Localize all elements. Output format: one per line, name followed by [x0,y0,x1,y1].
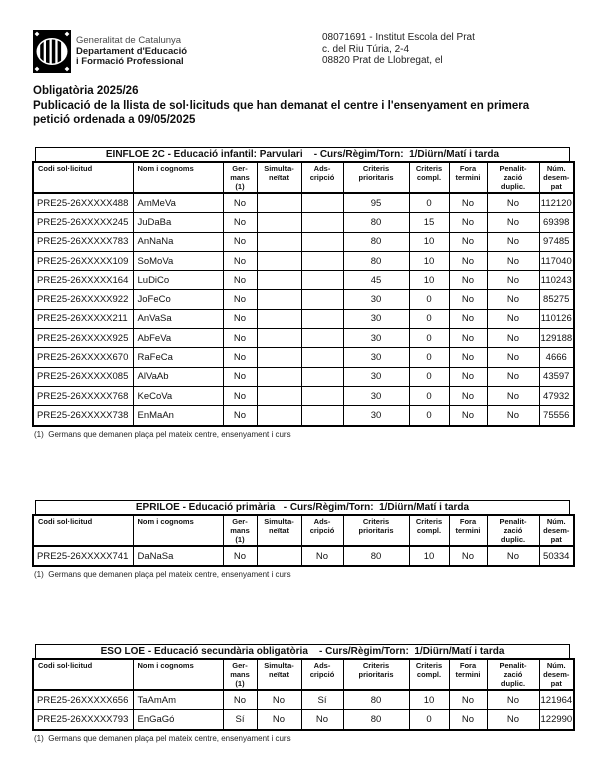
column-header: Penalit- zació duplic. [487,659,539,690]
table-cell: 85275 [539,290,574,309]
column-header: Criteris compl. [409,162,449,193]
table-cell: 80 [343,546,409,566]
table-cell: JoFeCo [133,290,223,309]
table-cell: 10 [409,690,449,710]
org-line-3: i Formació Professional [76,56,184,67]
table-cell: 110243 [539,271,574,290]
table-cell: 10 [409,232,449,251]
table-cell: SoMoVa [133,251,223,270]
column-header: Codi sol·licitud [33,515,133,546]
table-cell: RaFeCa [133,348,223,367]
table-cell: No [223,309,257,328]
column-header: Codi sol·licitud [33,162,133,193]
table-cell: No [223,406,257,426]
column-header-row [33,515,574,546]
column-header: Fora termini [449,162,487,193]
table-cell: PRE25-26XXXXX738 [33,406,133,426]
table-cell: No [487,213,539,232]
table-cell [301,232,343,251]
table-cell: No [223,690,257,710]
table-cell [257,232,301,251]
table-cell: Sí [223,710,257,730]
table-cell: No [449,367,487,386]
table-row [33,546,574,566]
table-row [33,406,574,426]
table-cell: PRE25-26XXXXX488 [33,193,133,213]
table-cell: No [301,546,343,566]
table-cell: No [449,348,487,367]
table-cell: PRE25-26XXXXX109 [33,251,133,270]
generalitat-logo-icon [33,30,71,73]
table-cell [301,251,343,270]
table-cell: 4666 [539,348,574,367]
table-cell: 95 [343,193,409,213]
table-cell: 129188 [539,329,574,348]
table-cell: No [223,232,257,251]
table-cell: KeCoVa [133,386,223,405]
table-cell [257,193,301,213]
table-row [33,367,574,386]
column-header: Ads- cripció [301,659,343,690]
table-cell: 80 [343,232,409,251]
table-cell: No [449,406,487,426]
table-cell: No [223,367,257,386]
column-header: Nom i cognoms [133,659,223,690]
table-cell [257,546,301,566]
table-title-bar: ESO LOE - Educació secundària obligatòria - Curs/Règim/Torn: 1/Diürn/Matí i tarda [35,644,570,658]
table-cell: PRE25-26XXXXX211 [33,309,133,328]
table-cell [301,271,343,290]
table-cell [257,271,301,290]
column-header: Nom i cognoms [133,515,223,546]
table-cell [301,193,343,213]
table-cell: 0 [409,193,449,213]
org-line-2: Departament d'Educació [76,45,188,57]
column-header-row [33,162,574,193]
column-header: Codi sol·licitud [33,659,133,690]
table-cell: 80 [343,213,409,232]
table-cell: 69398 [539,213,574,232]
table-cell: No [487,290,539,309]
table-cell: 80 [343,710,409,730]
column-header: Criteris prioritaris [343,515,409,546]
applications-table-section [32,147,573,439]
column-header: Ger- mans (1) [223,659,257,690]
table-cell: 30 [343,309,409,328]
table-cell: 0 [409,406,449,426]
org-line-1: Generalitat de Catalunya [76,35,182,46]
column-header: Núm. desem- pat [539,515,574,546]
column-header: Criteris prioritaris [343,162,409,193]
column-header: Penalit- zació duplic. [487,515,539,546]
table-cell: 75556 [539,406,574,426]
table-cell: No [487,309,539,328]
table-cell: EnMaAn [133,406,223,426]
table-cell [301,309,343,328]
table-cell: No [223,193,257,213]
table-cell: No [449,271,487,290]
table-cell: 30 [343,329,409,348]
table-cell: 0 [409,348,449,367]
table-cell: 0 [409,710,449,730]
table-cell [301,367,343,386]
table-cell [257,367,301,386]
table-cell: EnGaGó [133,710,223,730]
table-cell: PRE25-26XXXXX783 [33,232,133,251]
document-header [0,0,601,80]
table-footnote: (1) Germans que demanen plaça pel mateix centre, ensenyament i curs [34,733,291,743]
table-cell: PRE25-26XXXXX925 [33,329,133,348]
table-cell: No [223,348,257,367]
table-cell: 0 [409,329,449,348]
column-header: Criteris prioritaris [343,659,409,690]
table-cell: 30 [343,406,409,426]
school-street: c. del Riu Túria, 2-4 [322,43,410,55]
table-cell: No [487,271,539,290]
title-line-3: petició ordenada a 09/05/2025 [33,114,196,126]
column-header: Ads- cripció [301,162,343,193]
column-header: Ads- cripció [301,515,343,546]
title-line-1: Obligatòria 2025/26 [33,85,139,97]
table-row [33,290,574,309]
table-cell: 30 [343,386,409,405]
table-cell: 30 [343,348,409,367]
table-cell: PRE25-26XXXXX085 [33,367,133,386]
applications-table-section [32,644,573,743]
table-cell: No [223,290,257,309]
table-row [33,329,574,348]
table-cell: No [223,386,257,405]
table-cell: No [449,193,487,213]
table-cell: 50334 [539,546,574,566]
table-cell: 121964 [539,690,574,710]
table-cell: 30 [343,290,409,309]
table-cell [301,386,343,405]
table-cell: No [301,710,343,730]
table-cell: No [449,710,487,730]
title-line-2: Publicació de la llista de sol·licituds que han demanat el centre i l'ensenyament en primera [33,99,530,112]
org-name-block [76,36,187,68]
table-cell: No [487,193,539,213]
table-cell [257,348,301,367]
table-cell: 0 [409,290,449,309]
table-cell: 0 [409,309,449,328]
table-cell [301,348,343,367]
table-row [33,309,574,328]
table-cell: No [487,348,539,367]
table-row [33,232,574,251]
table-cell: No [487,329,539,348]
table-cell: No [223,329,257,348]
table-cell: 43597 [539,367,574,386]
table-cell: No [487,367,539,386]
table-cell: 10 [409,251,449,270]
column-header: Simulta- neïtat [257,659,301,690]
table-cell: AlVaAb [133,367,223,386]
table-row [33,710,574,730]
table-cell: PRE25-26XXXXX922 [33,290,133,309]
table-row [33,690,574,710]
table-cell: 0 [409,386,449,405]
table-cell: PRE25-26XXXXX793 [33,710,133,730]
table-cell: AbFeVa [133,329,223,348]
table-cell: No [223,546,257,566]
table-cell [301,290,343,309]
table-cell: No [487,386,539,405]
table-row [33,271,574,290]
table-cell: No [449,232,487,251]
table-cell: No [449,251,487,270]
table-cell: 15 [409,213,449,232]
table-row [33,251,574,270]
column-header: Fora termini [449,515,487,546]
column-header: Simulta- neïtat [257,162,301,193]
school-city: 08820 Prat de Llobregat, el [322,55,443,66]
table-cell: Sí [301,690,343,710]
table-cell: LuDiCo [133,271,223,290]
table-title-bar: EINFLOE 2C - Educació infantil: Parvulari - Curs/Règim/Torn: 1/Diürn/Matí i tarda [35,147,570,161]
applications-table [32,658,575,731]
table-cell: No [449,546,487,566]
column-header: Núm. desem- pat [539,659,574,690]
table-cell: PRE25-26XXXXX164 [33,271,133,290]
table-footnote: (1) Germans que demanen plaça pel mateix centre, ensenyament i curs [34,570,291,580]
column-header: Criteris compl. [409,515,449,546]
table-cell: PRE25-26XXXXX245 [33,213,133,232]
table-cell [257,251,301,270]
table-cell: 117040 [539,251,574,270]
table-cell: 110126 [539,309,574,328]
table-cell: 0 [409,367,449,386]
table-cell: PRE25-26XXXXX670 [33,348,133,367]
table-row [33,348,574,367]
column-header: Criteris compl. [409,659,449,690]
table-cell: No [487,406,539,426]
school-code-name: 08071691 - Institut Escola del Prat [322,32,475,43]
column-header: Ger- mans (1) [223,515,257,546]
table-cell: No [449,309,487,328]
table-row [33,193,574,213]
table-cell [257,309,301,328]
table-cell: PRE25-26XXXXX656 [33,690,133,710]
table-cell: No [223,271,257,290]
column-header: Ger- mans (1) [223,162,257,193]
table-cell: No [257,710,301,730]
table-cell: AmMeVa [133,193,223,213]
table-cell: No [487,232,539,251]
table-cell: 30 [343,367,409,386]
table-cell: 122990 [539,710,574,730]
table-cell [301,406,343,426]
table-title-bar: EPRILOE - Educació primària - Curs/Règim/Torn: 1/Diürn/Matí i tarda [35,500,570,514]
table-cell [257,329,301,348]
table-cell: 97485 [539,232,574,251]
table-cell: AnVaSa [133,309,223,328]
table-cell: No [257,690,301,710]
table-cell: No [223,213,257,232]
table-cell: No [449,690,487,710]
table-cell: No [487,690,539,710]
table-cell: 10 [409,546,449,566]
column-header: Fora termini [449,659,487,690]
table-cell [257,406,301,426]
table-cell: TaAmAm [133,690,223,710]
table-footnote: (1) Germans que demanen plaça pel mateix centre, ensenyament i curs [34,429,291,439]
table-cell: PRE25-26XXXXX741 [33,546,133,566]
table-cell: No [449,290,487,309]
column-header-row [33,659,574,690]
table-cell: 10 [409,271,449,290]
table-row [33,213,574,232]
table-cell: No [487,710,539,730]
column-header: Penalit- zació duplic. [487,162,539,193]
table-cell: No [449,213,487,232]
column-header: Núm. desem- pat [539,162,574,193]
applications-table [32,514,575,567]
column-header: Simulta- neïtat [257,515,301,546]
applications-table-section [32,500,573,579]
table-cell: 80 [343,251,409,270]
table-cell: PRE25-26XXXXX768 [33,386,133,405]
table-cell: DaNaSa [133,546,223,566]
table-cell [301,213,343,232]
table-cell: No [223,251,257,270]
table-row [33,386,574,405]
table-cell [257,290,301,309]
table-cell: 80 [343,690,409,710]
applications-table [32,161,575,427]
table-cell: 47932 [539,386,574,405]
table-cell [257,386,301,405]
table-cell: No [487,546,539,566]
table-cell: No [449,329,487,348]
column-header: Nom i cognoms [133,162,223,193]
table-cell: 45 [343,271,409,290]
table-cell: AnNaNa [133,232,223,251]
school-address-block [322,32,475,67]
table-cell: JuDaBa [133,213,223,232]
table-cell: No [449,386,487,405]
table-cell: 112120 [539,193,574,213]
table-cell: No [487,251,539,270]
document-title [33,84,583,128]
table-cell [257,213,301,232]
table-cell [301,329,343,348]
